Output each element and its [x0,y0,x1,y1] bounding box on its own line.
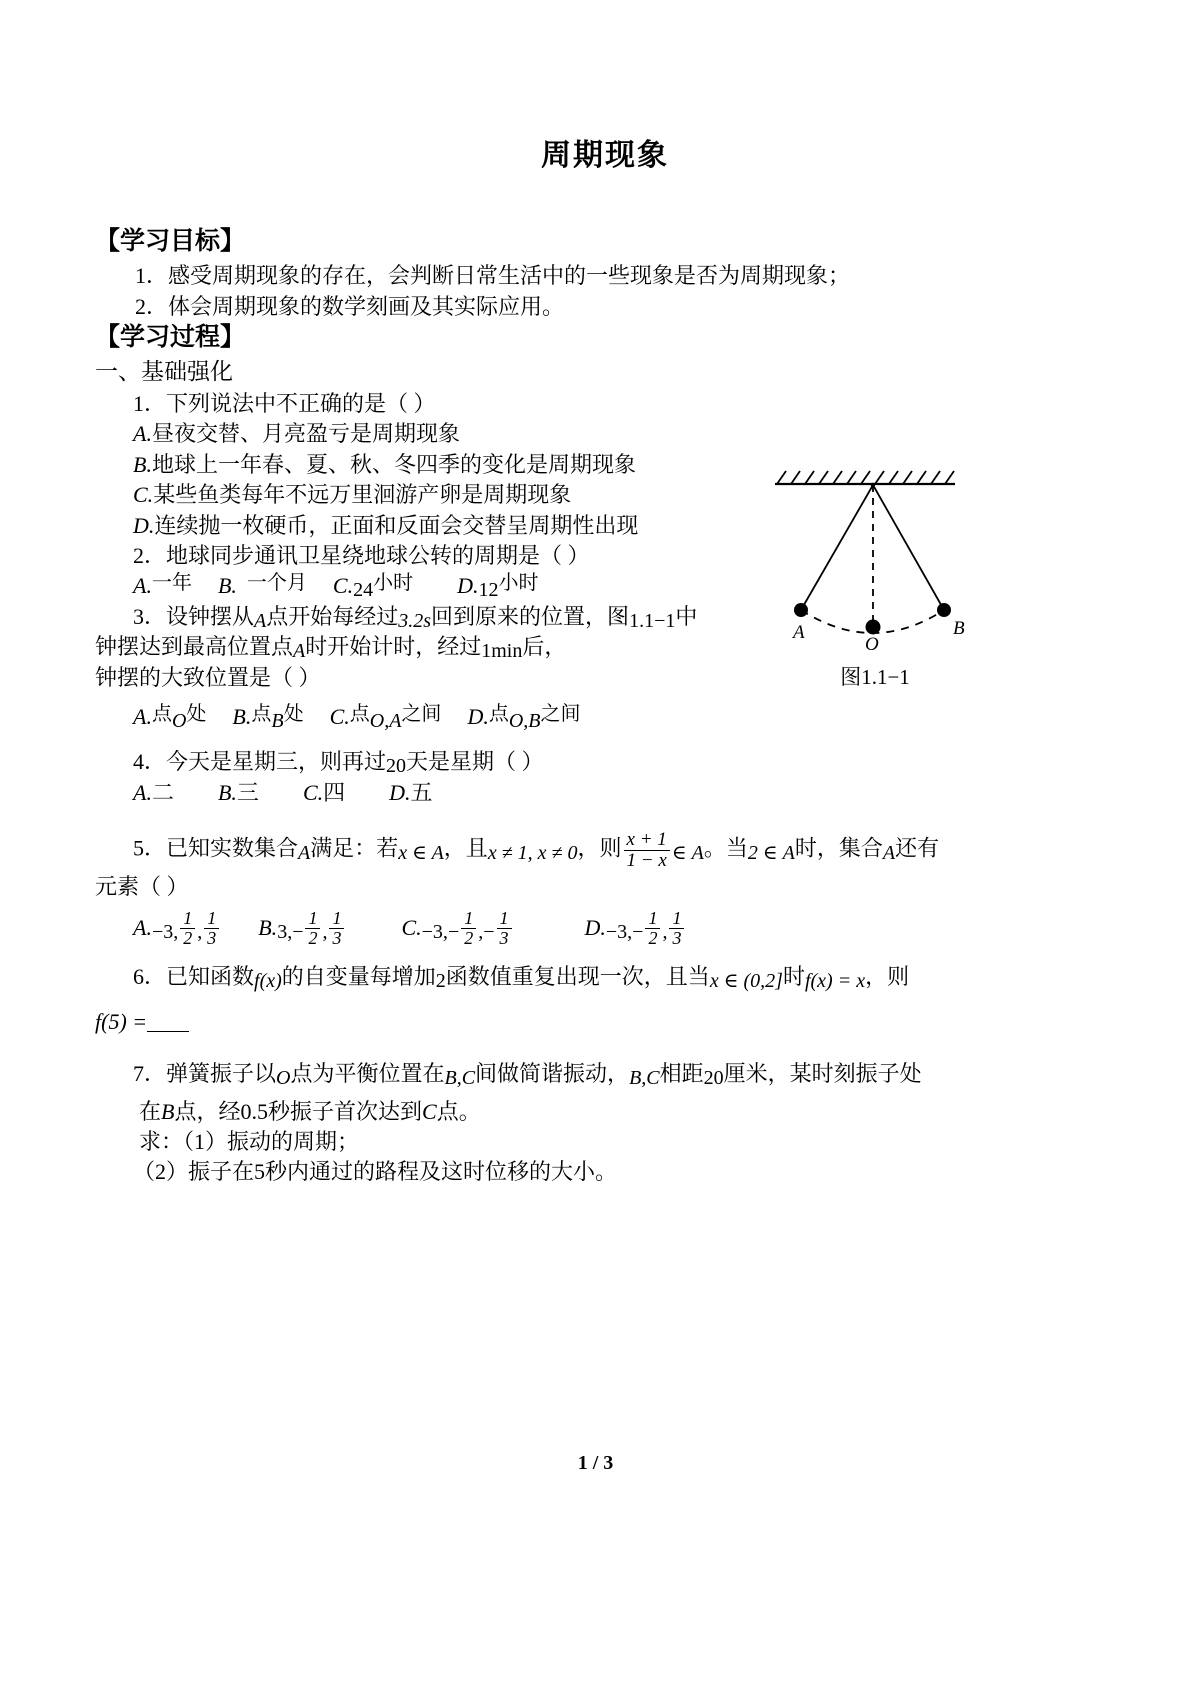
question-3-stem-line-3: 钟摆的大致位置是（ ） [95,665,321,691]
q5-condition-1: x ∈ A [398,842,444,865]
learning-process-heading: 【学习过程】 [95,323,246,351]
option-num-d: 12 [478,579,499,602]
q3-line2-c: 后， [522,634,567,660]
q3-text-a: 3．设钟摆从 [133,603,255,629]
option-letter-a: A. [133,915,152,941]
fraction-denominator: 1 − x [624,850,670,871]
q3-figure-ref: 1.1−1 [629,609,676,632]
q3-text-c: 回到原来的位置，图 [431,603,630,629]
q5-set-a: A [298,842,311,865]
question-1-option-a [95,419,1095,449]
string-left [801,485,873,610]
q5-text-4: ，则 [577,836,622,862]
option-letter: D. [133,512,155,538]
learning-objectives-heading: 【学习目标】 [95,228,246,255]
q7-sub2-seconds: 5 [254,1159,266,1185]
fraction-numerator: 1 [308,907,318,928]
opt-a-post: 处 [186,703,207,726]
option-letter-c: C. [329,704,350,730]
q7-sub2-b: 秒内通过的路程及这时位移的大小。 [265,1159,618,1185]
objective-item-1: 1．感受周期现象的存在，会判断日常生活中的一些现象是否为周期现象； [135,263,851,289]
question-7-stem [95,1059,1095,1090]
q3-line2-a: 钟摆达到最高位置点 [95,634,294,660]
question-3-options [95,700,1095,733]
question-7-part-1: 求：（1）振动的周期； [139,1129,360,1155]
q3-point-a: A [254,609,267,632]
opt-d-sign-1: − [632,921,644,944]
pendulum-diagram-svg [745,462,1005,652]
opt-c-var: O,A [369,710,402,733]
label-b: B [953,618,965,639]
question-7-stem-line-2 [95,1097,1095,1127]
q7-text-2: 点为平衡位置在 [290,1061,445,1087]
opt-d-sep: , [662,921,668,944]
opt-c-lead: −3, [421,921,448,944]
q3-elapsed-time: 1min [481,640,523,663]
opt-b-post: 处 [283,703,304,726]
option-letter-b: B. [232,704,252,730]
q7-points-bc-2: B,C [629,1067,660,1090]
option-text-a: 二 [151,780,174,805]
opt-c-post: 之间 [401,703,442,726]
q7-point-b: B [161,1098,175,1124]
option-text-c: 小时 [373,572,414,595]
question-6-stem [95,962,1095,993]
opt-c-sign-1: − [447,921,460,944]
q4-text-b: 天是星期（ ） [406,749,544,775]
q5-text-3: ，且 [443,836,488,862]
option-letter: B. [133,451,152,477]
q6-text-1: 6．已知函数 [133,964,255,990]
option-text: 地球上一年春、夏、秋、冬四季的变化是周期现象 [151,451,636,477]
option-letter-a: A. [133,780,152,805]
option-letter: A. [133,421,152,447]
opt-d-fraction-1 [645,909,660,948]
opt-a-sep: , [197,921,203,944]
option-letter-d: D. [389,780,411,805]
option-letter-c: C. [332,573,354,599]
fraction-denominator: 2 [180,928,195,948]
answer-blank[interactable] [147,1031,189,1032]
option-letter-a: A. [133,573,152,599]
fraction-denominator: 3 [329,928,344,948]
option-text-d: 五 [410,780,433,805]
fraction-denominator: 3 [669,928,684,948]
q6-domain: x ∈ (0,2] [709,970,783,993]
option-letter-a: A. [133,704,152,730]
question-5-stem [95,830,1095,871]
q7-text-5: 厘米，某时刻振子处 [723,1061,922,1087]
question-2-stem: 2．地球同步通讯卫星绕地球公转的周期是（ ） [133,542,590,568]
opt-c-fraction-2 [497,909,512,948]
option-letter-b: B. [258,915,278,941]
q3-period-value: 3.2s [398,609,432,632]
subsection-basic-reinforcement: 一、基础强化 [95,359,233,385]
q7-l2-c: 秒振子首次达到 [267,1098,422,1124]
fraction-denominator: 3 [204,928,219,948]
opt-b-sign-1: − [292,921,304,944]
opt-c-pre: 点 [349,703,370,726]
label-a: A [793,622,805,643]
q7-distance: 20 [703,1067,724,1090]
q6-text-5: ，则 [865,964,910,990]
fraction-numerator: x + 1 [626,829,667,851]
opt-d-fraction-2 [669,909,684,948]
option-text: 某些鱼类每年不远万里洄游产卵是周期现象 [153,482,572,508]
option-num-c: 24 [353,579,374,602]
fraction-numerator: 1 [183,907,193,928]
fraction-numerator: 1 [499,907,509,928]
fraction-denominator: 2 [461,928,476,948]
opt-c-sign-2: − [483,921,495,944]
opt-b-sep: , [322,921,328,944]
opt-d-var: O,B [508,710,541,733]
q7-point-c: C [422,1098,437,1124]
q7-point-o: O [276,1067,291,1090]
question-4-stem [95,747,1095,778]
opt-b-var: B [271,710,284,733]
q6-function: f(x) [254,970,282,993]
option-text: 昼夜交替、月亮盈亏是周期现象 [151,421,460,447]
q3-line2-b: 时开始计时，经过 [305,634,482,660]
question-1-stem: 1．下列说法中不正确的是（ ） [133,391,436,417]
option-letter-d: D. [467,704,489,730]
option-text-b: 三 [236,780,259,805]
objective-item-2: 2．体会周期现象的数学刻画及其实际应用。 [135,293,565,319]
q6-increment: 2 [435,970,446,993]
label-o: O [865,634,879,652]
ceiling-hatching [777,471,954,484]
opt-d-pre: 点 [488,703,509,726]
figure-caption: 图1.1−1 [840,665,910,689]
option-letter: C. [133,482,154,508]
q7-l2-d: 点。 [436,1098,481,1124]
opt-d-lead: −3, [605,921,633,944]
q6-expression: f(5) = [95,1008,148,1034]
bob-o [866,620,881,635]
opt-a-lead: −3, [151,921,179,944]
q7-text-1: 7．弹簧振子以 [133,1061,277,1087]
q6-text-4: 时 [782,964,805,990]
opt-c-fraction-1 [461,909,476,948]
option-letter-d: D. [584,915,606,941]
q4-text-a: 4．今天是星期三，则再过 [133,749,387,775]
q6-text-2: 的自变量每增加 [281,964,436,990]
q7-time: 0.5 [240,1098,268,1124]
pendulum-figure [745,462,1045,691]
q5-text-6: 。当 [703,836,748,862]
fraction-numerator: 1 [332,907,342,928]
q5-condition-3: 2 ∈ A [747,842,795,865]
option-text-a: 一年 [151,572,192,595]
question-7-part-2 [95,1157,1095,1187]
q5-text-2: 满足：若 [310,836,399,862]
opt-a-fraction-2 [204,909,219,948]
opt-c-sep: , [478,921,484,944]
q3-text-d: 中 [675,603,698,629]
opt-d-post: 之间 [540,703,581,726]
q7-sub2-a: （2）振子在 [133,1159,255,1185]
fraction-denominator: 2 [645,928,660,948]
q4-days: 20 [386,755,407,778]
q3-text-b: 点开始每经过 [266,603,399,629]
q5-condition-2: x ≠ 1, x ≠ 0 [487,842,578,865]
fraction-numerator: 1 [648,907,658,928]
q7-l2-b: 点，经 [174,1098,241,1124]
option-text-b: 一个月 [246,572,307,595]
opt-b-pre: 点 [251,703,272,726]
opt-a-pre: 点 [151,703,172,726]
opt-b-lead: 3, [277,921,293,944]
q5-text-1: 5．已知实数集合 [133,836,299,862]
option-letter-b: B. [217,573,237,599]
page-title: 周期现象 [541,139,669,172]
q6-definition: f(x) = x [804,970,866,993]
option-text: 连续抛一枚硬币，正面和反面会交替呈周期性出现 [154,512,639,538]
question-5-stem-line-2: 元素（ ） [95,873,189,899]
question-6-answer-line [95,1007,1095,1037]
page-footer: 1 / 3 [577,1452,614,1474]
bob-b [937,603,951,617]
q7-text-4: 相距 [659,1061,704,1087]
q7-text-3: 间做简谐振动， [475,1061,630,1087]
question-5-options [95,909,1095,948]
opt-b-fraction-1 [305,909,320,948]
fraction-numerator: 1 [672,907,682,928]
q5-membership: ∈ A [671,842,704,865]
fraction-denominator: 2 [305,928,320,948]
fraction-denominator: 3 [497,928,512,948]
option-letter-c: C. [302,780,324,805]
fraction-numerator: 1 [464,907,474,928]
q5-set-a2: A [882,842,896,865]
question-4-options [95,778,1095,808]
option-text-d: 小时 [498,572,539,595]
option-text-c: 四 [323,780,346,805]
q6-text-3: 函数值重复出现一次，且当 [445,964,710,990]
q3-line2-point: A [293,640,306,663]
q5-fraction [624,830,670,871]
opt-b-fraction-2 [329,909,344,948]
string-right [873,485,944,610]
opt-a-fraction-1 [180,909,195,948]
option-letter-b: B. [217,780,237,805]
opt-a-var: O [171,710,187,733]
fraction-numerator: 1 [207,907,217,928]
bob-a [794,603,808,617]
q5-text-8: 还有 [895,836,940,862]
q7-points-bc: B,C [444,1067,476,1090]
q5-text-7: 时，集合 [794,836,883,862]
q7-l2-a: 在 [139,1098,162,1124]
option-letter-c: C. [401,915,422,941]
option-letter-d: D. [457,573,479,599]
